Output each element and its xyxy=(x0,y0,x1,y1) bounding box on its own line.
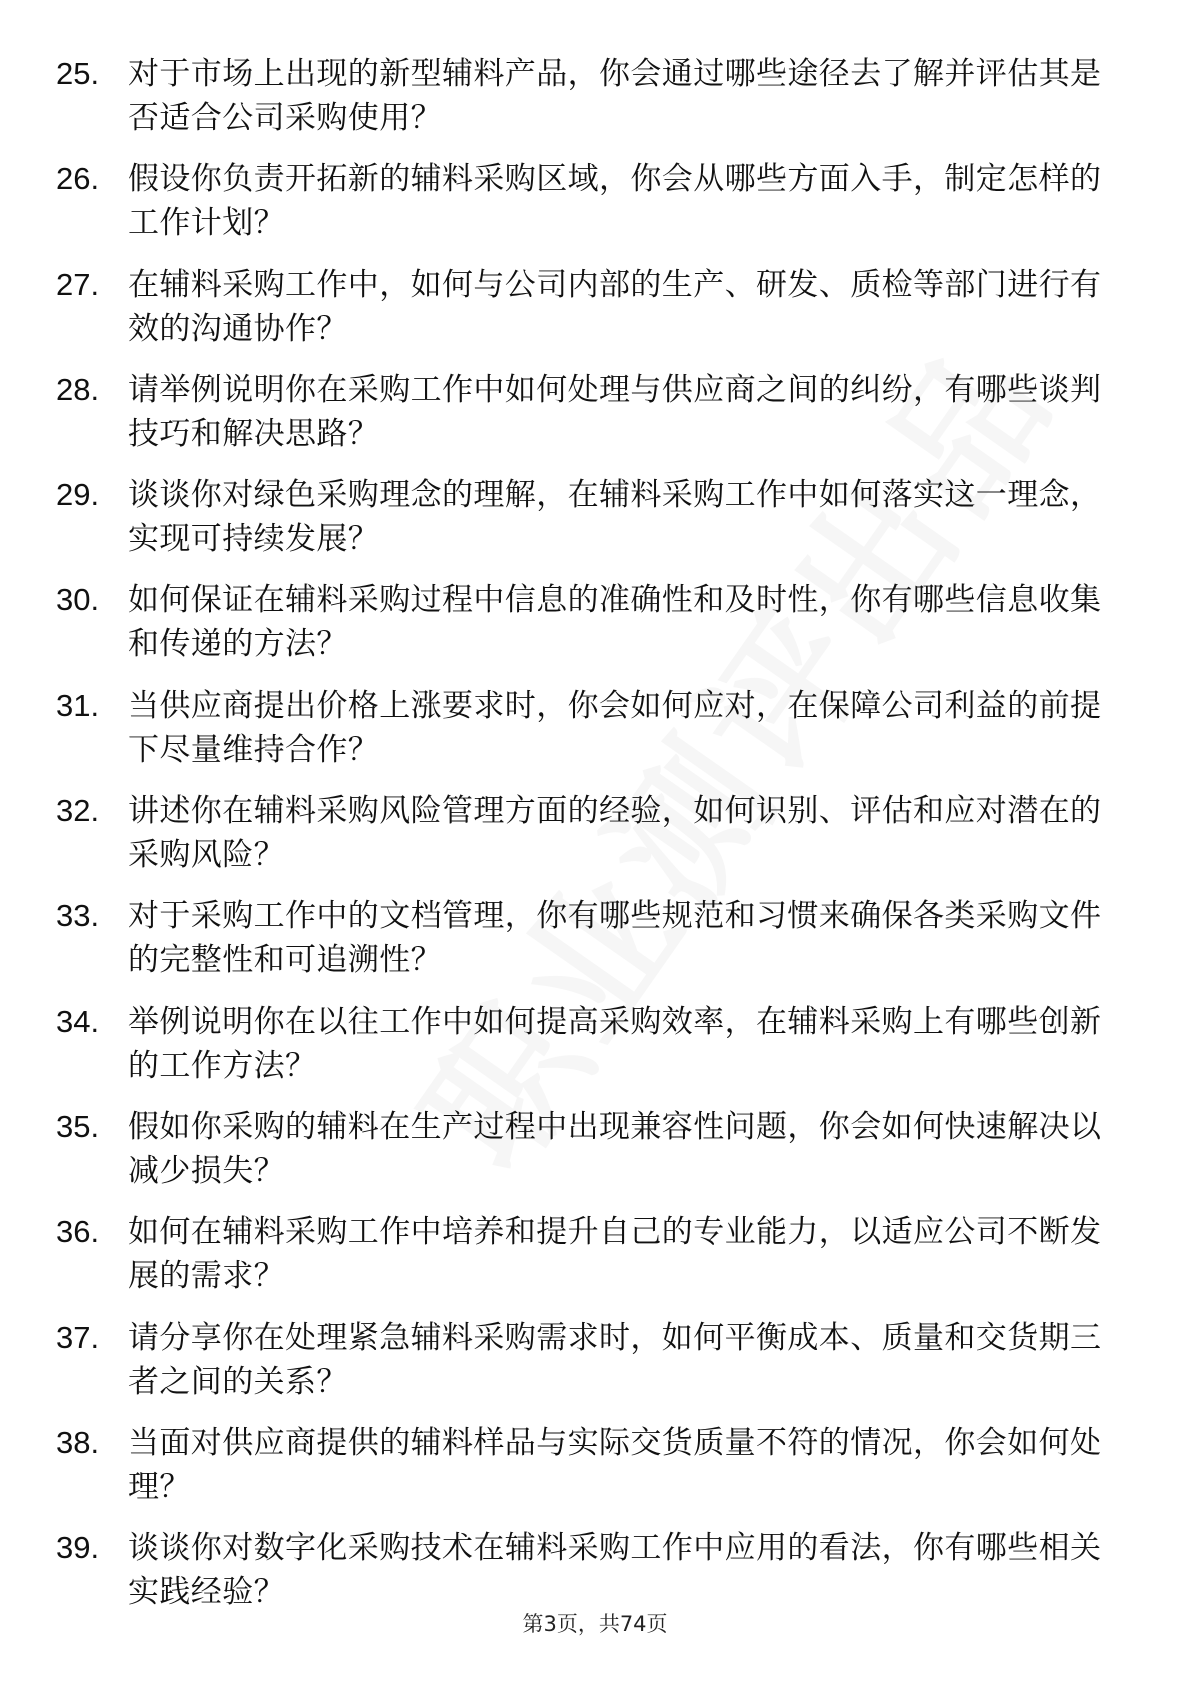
question-text: 请分享你在处理紧急辅料采购需求时，如何平衡成本、质量和交货期三者之间的关系？ xyxy=(128,1319,1102,1400)
question-text: 谈谈你对数字化采购技术在辅料采购工作中应用的看法，你有哪些相关实践经验？ xyxy=(128,1530,1102,1611)
question-text: 在辅料采购工作中，如何与公司内部的生产、研发、质检等部门进行有效的沟通协作？ xyxy=(128,266,1102,347)
list-item xyxy=(56,157,1116,247)
page-footer xyxy=(0,1608,1190,1638)
question-number: 25. xyxy=(56,56,100,91)
list-item xyxy=(56,894,1116,984)
question-text: 对于市场上出现的新型辅料产品，你会通过哪些途径去了解并评估其是否适合公司采购使用？ xyxy=(128,56,1102,136)
question-number: 31. xyxy=(56,687,100,723)
list-item xyxy=(56,368,1116,458)
list-item xyxy=(56,1526,1116,1616)
question-number: 27. xyxy=(56,266,100,302)
question-text: 对于采购工作中的文档管理，你有哪些规范和习惯来确保各类采购文件的完整性和可追溯性？ xyxy=(128,898,1102,979)
list-item xyxy=(56,473,1116,563)
list-item xyxy=(56,1421,1116,1511)
question-text: 请举例说明你在采购工作中如何处理与供应商之间的纠纷，有哪些谈判技巧和解决思路？ xyxy=(128,371,1102,452)
page-number-label: 第3页，共74页 xyxy=(522,1612,668,1636)
question-number: 34. xyxy=(56,1003,100,1039)
question-text: 如何在辅料采购工作中培养和提升自己的专业能力，以适应公司不断发展的需求？ xyxy=(128,1214,1102,1295)
question-number: 29. xyxy=(56,477,100,513)
list-item xyxy=(56,578,1116,668)
question-list xyxy=(56,52,1116,1631)
question-text: 谈谈你对绿色采购理念的理解，在辅料采购工作中如何落实这一理念，实现可持续发展？ xyxy=(128,477,1102,558)
list-item xyxy=(56,1000,1116,1090)
question-number: 32. xyxy=(56,793,100,829)
question-number: 36. xyxy=(56,1214,100,1250)
list-item xyxy=(56,52,1116,142)
question-number: 38. xyxy=(56,1424,100,1460)
question-text: 举例说明你在以往工作中如何提高采购效率，在辅料采购上有哪些创新的工作方法？ xyxy=(128,1003,1102,1084)
list-item xyxy=(56,1210,1116,1300)
question-text: 当面对供应商提供的辅料样品与实际交货质量不符的情况，你会如何处理？ xyxy=(128,1424,1102,1505)
question-text: 如何保证在辅料采购过程中信息的准确性和及时性，你有哪些信息收集和传递的方法？ xyxy=(128,582,1102,663)
question-number: 37. xyxy=(56,1319,100,1355)
question-number: 30. xyxy=(56,582,100,618)
question-number: 26. xyxy=(56,161,100,197)
question-number: 35. xyxy=(56,1108,100,1144)
list-item xyxy=(56,1105,1116,1195)
list-item xyxy=(56,1316,1116,1406)
question-text: 假如你采购的辅料在生产过程中出现兼容性问题，你会如何快速解决以减少损失？ xyxy=(128,1108,1102,1189)
list-item xyxy=(56,684,1116,774)
question-number: 28. xyxy=(56,371,100,407)
list-item xyxy=(56,263,1116,353)
question-number: 39. xyxy=(56,1530,100,1566)
question-text: 当供应商提出价格上涨要求时，你会如何应对，在保障公司利益的前提下尽量维持合作？ xyxy=(128,687,1102,768)
list-item xyxy=(56,789,1116,879)
question-text: 讲述你在辅料采购风险管理方面的经验，如何识别、评估和应对潜在的采购风险？ xyxy=(128,793,1102,874)
question-text: 假设你负责开拓新的辅料采购区域，你会从哪些方面入手，制定怎样的工作计划？ xyxy=(128,161,1102,242)
question-number: 33. xyxy=(56,898,100,934)
